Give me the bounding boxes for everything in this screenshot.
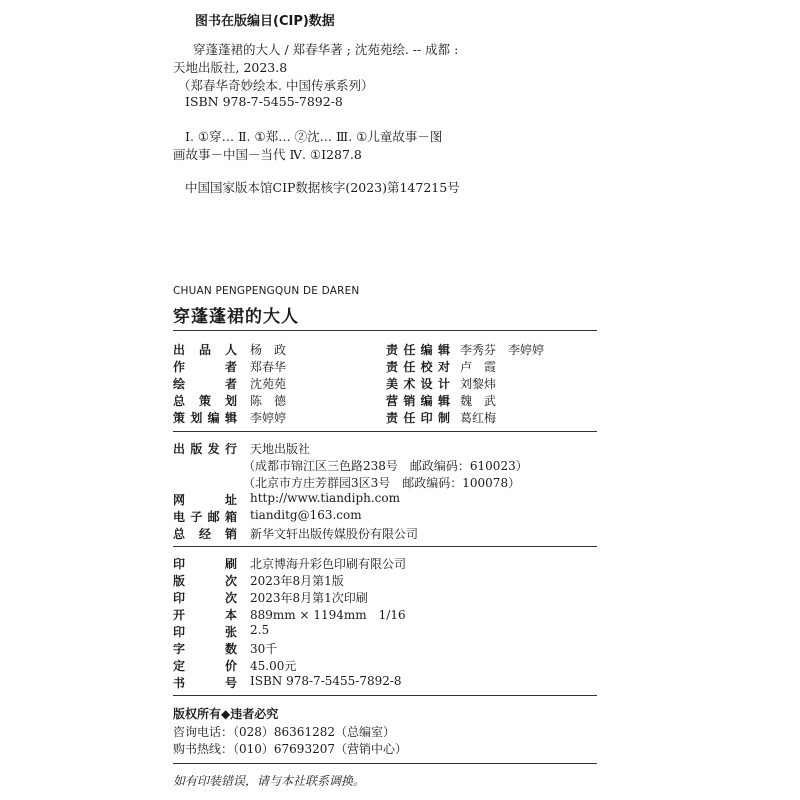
- printing-row: [173, 640, 597, 657]
- distributor-row: [173, 525, 597, 542]
- email-row: [173, 508, 597, 525]
- printing-row: [173, 623, 597, 640]
- cip-line: （郑春华奇妙绘本. 中国传承系列）: [178, 78, 374, 93]
- footer-note: 如有印装错误，请与本社联系调换。: [173, 774, 366, 788]
- printing-row: [173, 555, 597, 572]
- credit-label: 责任编辑: [386, 343, 450, 357]
- credit-label: 营销编辑: [386, 394, 450, 408]
- credit-value: 魏 武: [460, 394, 497, 408]
- publisher-label: 出版发行: [173, 442, 237, 456]
- consult-phone: 咨询电话：（028）86361282（总编室）: [173, 725, 395, 739]
- printing-value: 45.00元: [250, 659, 297, 673]
- purchase-phone: 购书热线：（010）67693207（营销中心）: [173, 742, 407, 756]
- printing-label: 版 次: [173, 574, 237, 588]
- credit-value: 陈 德: [250, 394, 287, 408]
- credit-row: [173, 392, 597, 409]
- credit-label: 策划编辑: [173, 411, 237, 425]
- credit-value: 葛红梅: [460, 411, 497, 425]
- credit-label: 责任校对: [386, 360, 450, 374]
- credit-value: 杨 政: [250, 343, 287, 357]
- credit-value: 刘黎炜: [460, 377, 497, 391]
- printing-value: 30千: [250, 642, 278, 656]
- credit-row: [173, 409, 597, 426]
- credit-label: 美术设计: [386, 377, 450, 391]
- credit-value: 李秀芬 李婷婷: [460, 343, 545, 357]
- credit-row: [173, 341, 597, 358]
- printing-row: [173, 657, 597, 674]
- credit-value: 郑春华: [250, 360, 287, 374]
- publisher-address: [173, 474, 597, 491]
- distributor-value: 新华文轩出版传媒股份有限公司: [250, 527, 419, 541]
- printing-label: 定 价: [173, 659, 237, 673]
- divider: [173, 546, 597, 547]
- credit-label: 绘 者: [173, 377, 237, 391]
- credit-label: 责任印制: [386, 411, 450, 425]
- email-link[interactable]: tianditg@163.com: [250, 508, 362, 522]
- credit-row: [173, 375, 597, 392]
- cip-classification: Ⅰ. ①穿… Ⅱ. ①郑… ②沈… Ⅲ. ①儿童故事－图: [185, 129, 443, 144]
- printing-row: [173, 606, 597, 623]
- printing-label: 字 数: [173, 642, 237, 656]
- credit-label: 出品人: [173, 343, 237, 357]
- distributor-label: 总经销: [173, 527, 237, 541]
- publisher-address: [173, 457, 597, 474]
- divider: [173, 763, 597, 764]
- credit-label: 总策划: [173, 394, 237, 408]
- printing-value: 2023年8月第1版: [250, 574, 344, 588]
- website-link[interactable]: http://www.tiandiph.com: [250, 491, 400, 505]
- printing-value: 北京博海升彩色印刷有限公司: [250, 557, 407, 571]
- publisher-name: 天地出版社: [250, 442, 311, 456]
- email-label: 电子邮箱: [173, 510, 237, 524]
- publisher-row: [173, 440, 597, 457]
- credit-label: 作 者: [173, 360, 237, 374]
- credit-value: 沈苑苑: [250, 377, 287, 391]
- printing-row: [173, 589, 597, 606]
- website-label: 网 址: [173, 493, 237, 507]
- cip-classification: 画故事－中国－当代 Ⅳ. ①I287.8: [173, 147, 362, 162]
- address-line: （北京市方庄芳群园3区3号 邮政编码：100078）: [243, 476, 521, 490]
- cip-line: 穿蓬蓬裙的大人 / 郑春华著 ; 沈苑苑绘. -- 成都 :: [193, 42, 459, 57]
- book-title: 穿蓬蓬裙的大人: [173, 307, 299, 327]
- credit-row: [173, 358, 597, 375]
- printing-row: [173, 572, 597, 589]
- cip-line: ISBN 978-7-5455-7892-8: [185, 94, 343, 109]
- divider: [173, 431, 597, 432]
- cip-verification: 中国国家版本馆CIP数据核字(2023)第147215号: [185, 180, 460, 195]
- printing-label: 开 本: [173, 608, 237, 622]
- address-line: （成都市锦江区三色路238号 邮政编码：610023）: [243, 459, 528, 473]
- printing-label: 印 刷: [173, 557, 237, 571]
- printing-label: 书 号: [173, 676, 237, 690]
- website-row: [173, 491, 597, 508]
- cip-line: 天地出版社, 2023.8: [173, 60, 288, 75]
- printing-value: 2023年8月第1次印刷: [250, 591, 368, 605]
- printing-value: ISBN 978-7-5455-7892-8: [250, 674, 402, 688]
- credit-value: 卢 霞: [460, 360, 497, 374]
- printing-label: 印 次: [173, 591, 237, 605]
- copyright-notice: 版权所有◆违者必究: [173, 707, 279, 721]
- printing-row: [173, 674, 597, 691]
- divider: [173, 695, 597, 696]
- cip-title: 图书在版编目(CIP)数据: [195, 14, 335, 29]
- book-pinyin: CHUAN PENGPENGQUN DE DAREN: [173, 285, 360, 297]
- printing-value: 2.5: [250, 623, 270, 637]
- credit-value: 李婷婷: [250, 411, 287, 425]
- divider: [173, 330, 597, 331]
- printing-label: 印 张: [173, 625, 237, 639]
- printing-value: 889mm × 1194mm 1/16: [250, 608, 406, 622]
